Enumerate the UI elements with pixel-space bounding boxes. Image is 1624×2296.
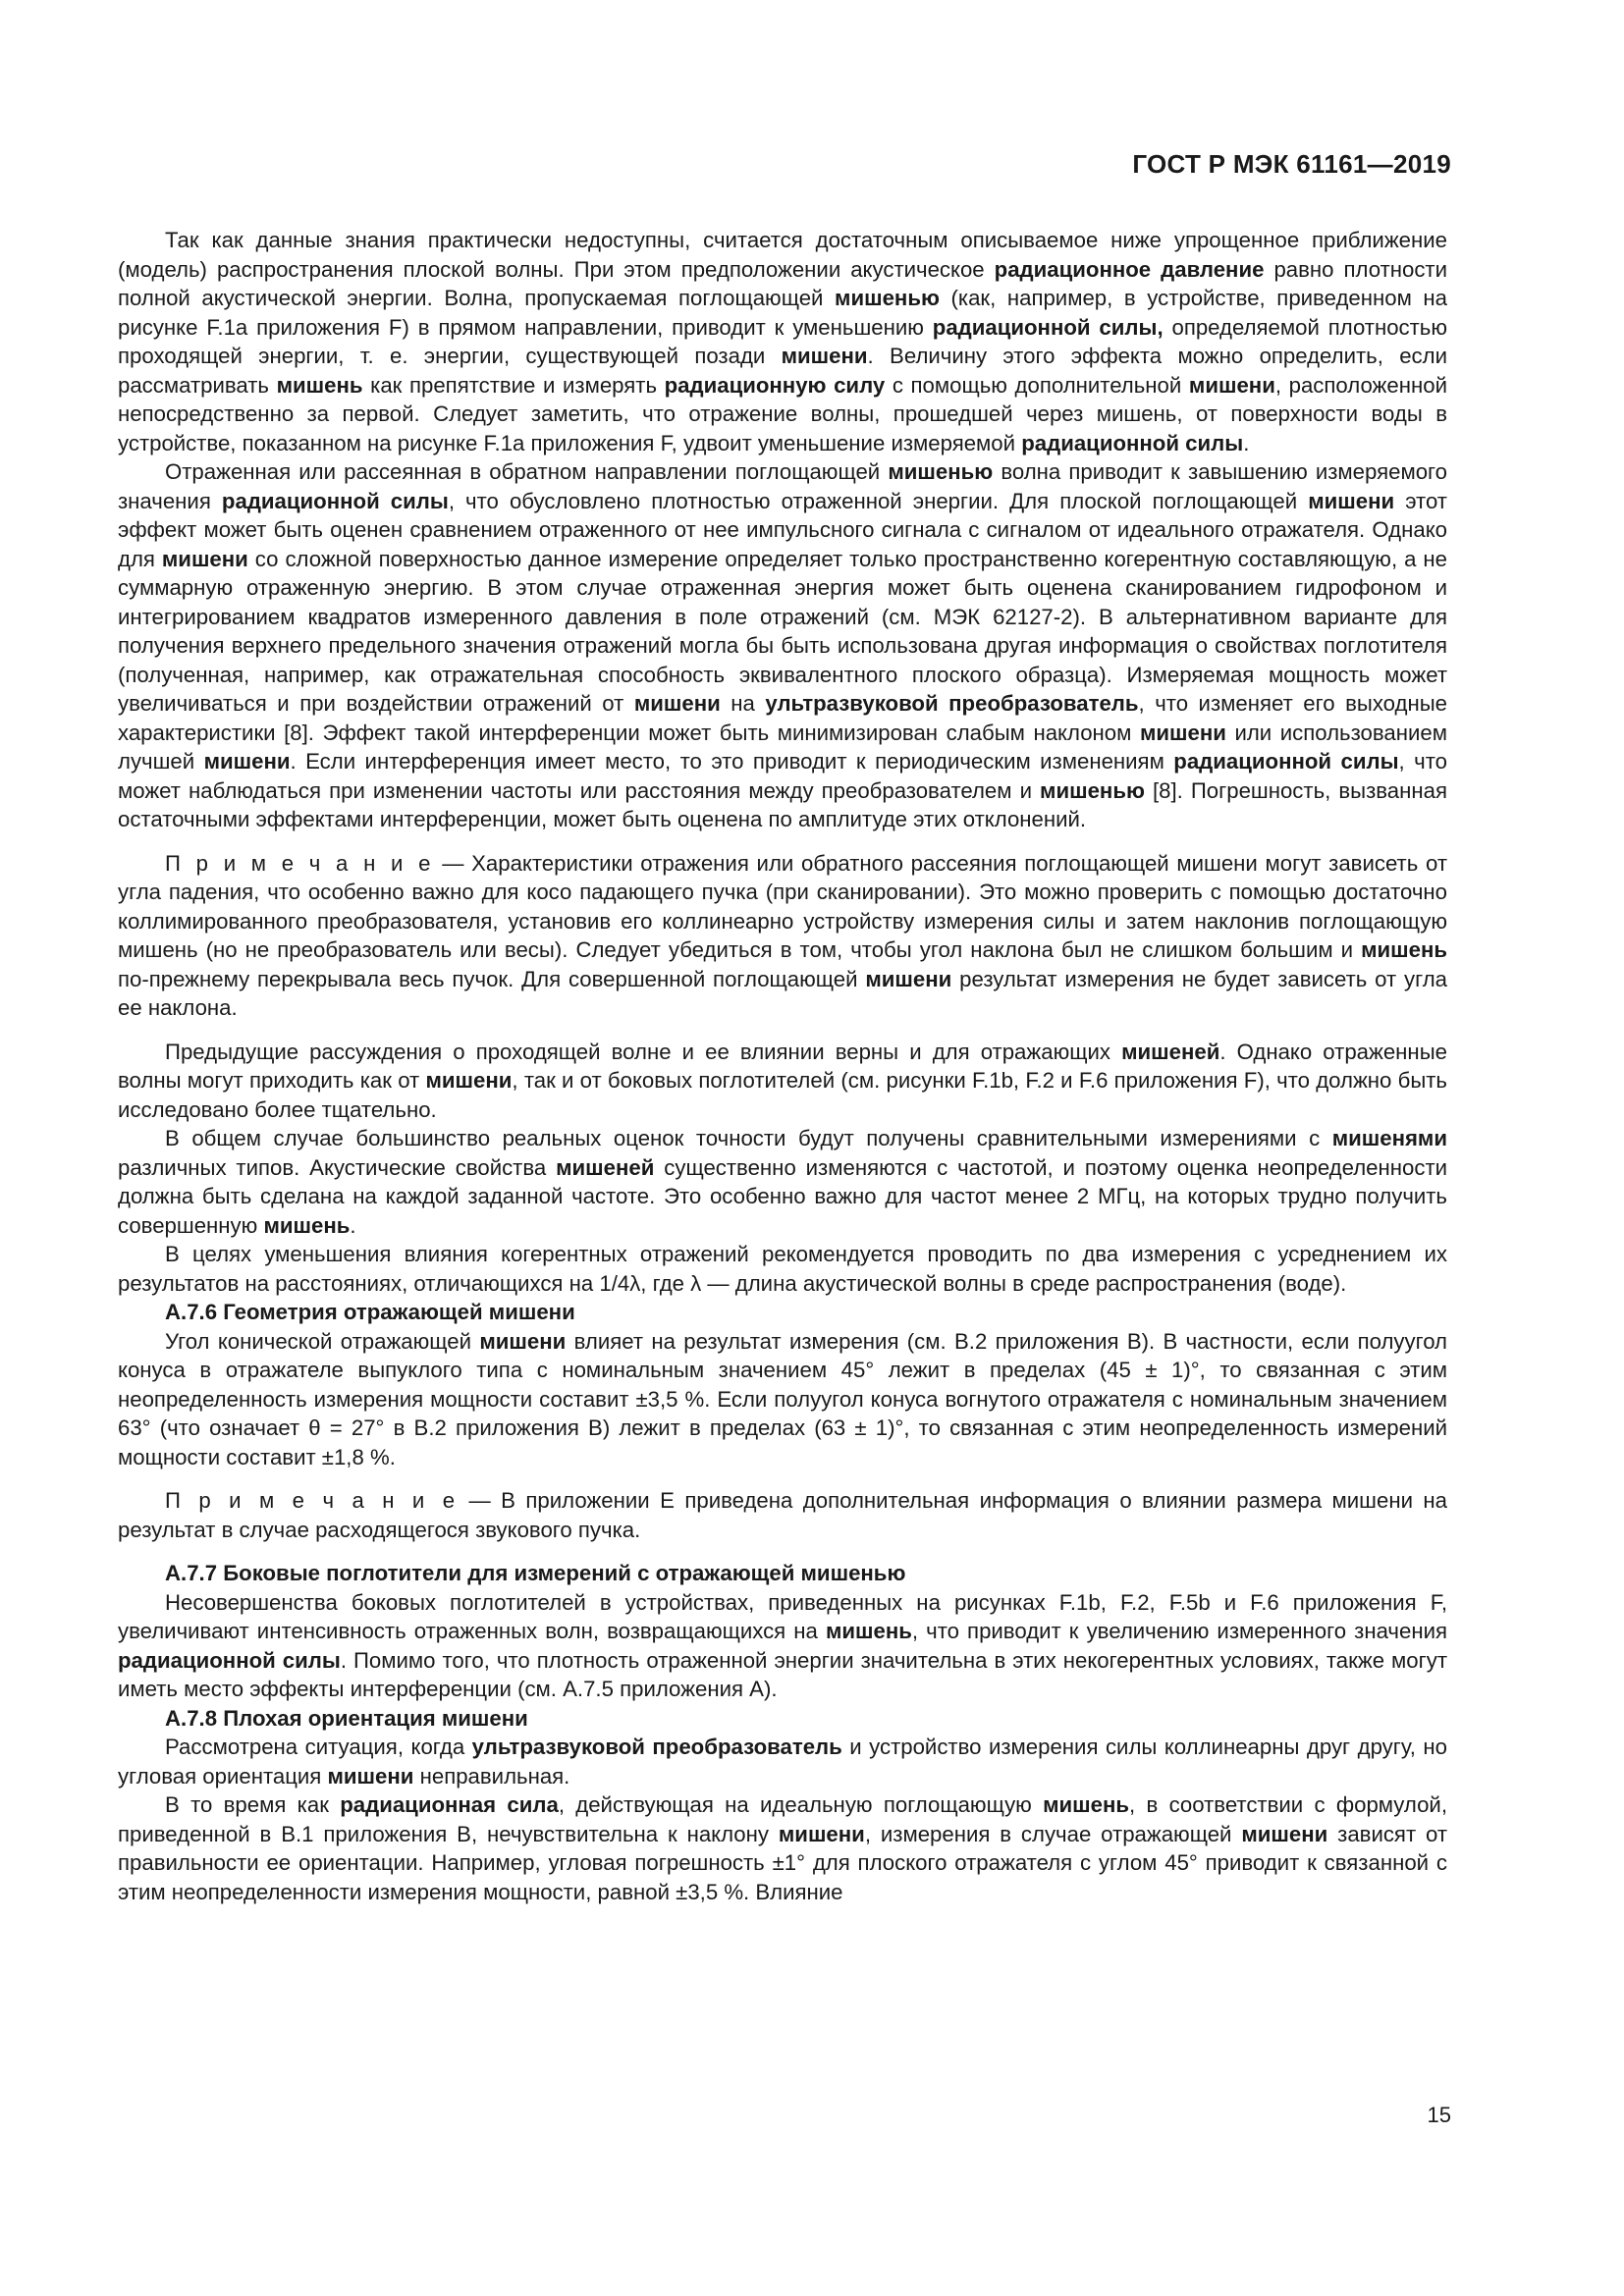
body-paragraph — [118, 1588, 1447, 1704]
bold-term: ультразвуковой преобразователь — [765, 691, 1139, 716]
bold-term: мишени — [425, 1068, 513, 1093]
text-run: или использованием лучшей — [118, 720, 1447, 774]
text-run: — Характеристики отражения или обратного рассеяния поглощающей мишени могут зависеть от угла падения, что особенно важно для косо падающего пучка (при сканировании). Это можно проверить с помощью достаточно коллимированного преобразователя, установив его коллинеарно устройству измерения силы и затем наклонив поглощающую мишень (но не преобразователь или весы). Следует убедиться в том, чтобы угол наклона был не слишком большим и — [118, 850, 1447, 962]
bold-term: мишень — [1361, 937, 1447, 962]
text-run: с помощью дополнительной — [885, 372, 1189, 398]
bold-term: ультразвуковой преобразователь — [471, 1735, 842, 1759]
bold-term: мишени — [327, 1763, 414, 1789]
text-run: Так как данные знания практически недоступны, считается достаточным описываемое ниже упрощенное приближение (модель) распространения плоской волны. При этом предположении акустическое — [118, 228, 1447, 282]
text-run: зависят от правильности ее ориентации. Например, угловая погрешность ±1° для плоского отражателя с углом 45° приводит к связанной с этим неопределенности измерения мощности, равной ±3,5 %. Влияние — [118, 1821, 1448, 1904]
text-run: Рассмотрена ситуация, когда — [165, 1735, 472, 1759]
note-paragraph — [118, 1486, 1447, 1544]
text-run: Несовершенства боковых поглотителей в устройствах, приведенных на рисунках F.1b, F.2, F.5b и F.6 приложения F, увеличивают интенсивность отраженных волн, возвращающихся на — [118, 1589, 1447, 1643]
bold-term: радиационное давление — [994, 256, 1265, 282]
bold-term: мишени — [161, 546, 248, 571]
text-run: влияет на результат измерения (см. В.2 приложения В). В частности, если полуугол конуса в отражателе выпуклого типа с номинальным значением 45° лежит в пределах (45 ± 1)°, то связанная с этим неопределенность измерения мощности составит ±3,5 %. Если полуугол конуса вогнутого отражателя с номинальным значением 63° (что означает θ = 27° в В.2 приложения В) лежит в пределах (63 ± 1)°, то связанная с этим неопределенность измерений мощности составит ±1,8 %. — [118, 1328, 1447, 1469]
text-run: как препятствие и измерять — [362, 372, 665, 398]
text-run: [8]. Погрешность, вызванная остаточными эффектами интерференции, может быть оценена по амплитуде этих отклонений. — [118, 777, 1447, 831]
bold-term: радиационной силы — [1173, 749, 1399, 774]
bold-term: мишени — [1241, 1821, 1328, 1846]
text-run: — В приложении Е приведена дополнительная информация о влиянии размера мишени на результат в случае расходящегося звукового пучка. — [118, 1488, 1447, 1542]
text-run: различных типов. Акустические свойства — [118, 1154, 557, 1180]
text-run: , что изменяет его выходные характеристики [8]. Эффект такой интерференции может быть минимизирован слабым наклоном — [118, 691, 1448, 745]
text-run: , что приводит к увеличению измеренного значения — [911, 1619, 1447, 1643]
text-run: , измерения в случае отражающей — [864, 1821, 1242, 1846]
bold-term: мишени — [1139, 720, 1226, 745]
text-run: равно плотности полной акустической энергии. Волна, пропускаемая поглощающей — [118, 256, 1447, 310]
bold-term: мишени — [865, 966, 952, 991]
bold-term: радиационной силы — [118, 1647, 341, 1673]
text-run: неправильная. — [413, 1763, 570, 1789]
text-run: В общем случае большинство реальных оценок точности будут получены сравнительными измерениями с — [165, 1126, 1332, 1150]
text-run: результат измерения не будет зависеть от угла ее наклона. — [118, 966, 1447, 1020]
body-paragraph — [118, 1790, 1447, 1906]
note-label: П р и м е ч а н и е — [165, 1488, 460, 1513]
text-run: В то время как — [165, 1792, 341, 1817]
bold-term: мишени — [479, 1328, 567, 1354]
bold-term: мишеней — [1121, 1039, 1220, 1064]
body-paragraph — [118, 457, 1447, 834]
bold-term: радиационную силу — [664, 372, 886, 398]
text-run: . Помимо того, что плотность отраженной энергии значительна в этих некогерентных условиях, также могут иметь место эффекты интерференции (см. А.7.5 приложения А). — [118, 1647, 1447, 1701]
bold-term: мишенью — [835, 286, 940, 310]
text-run: , что может наблюдаться при изменении частоты или расстояния между преобразователем и — [118, 749, 1447, 803]
text-run: , расположенной непосредственно за первой. Следует заметить, что отражение волны, прошедшей через мишень, от поверхности воды в устройстве, показанном на рисунке F.1а приложения F, удвоит уменьшение измеряемой — [118, 372, 1447, 455]
text-run: . Однако отраженные волны могут приходить как от — [118, 1039, 1447, 1093]
text-run: и устройство измерения силы коллинеарны друг другу, но угловая ориентация — [118, 1735, 1447, 1789]
body-paragraph — [118, 1240, 1447, 1298]
bold-term: радиационная сила — [340, 1792, 559, 1817]
text-run: , что обусловлено плотностью отраженной энергии. Для плоской поглощающей — [448, 488, 1309, 513]
standard-header: ГОСТ Р МЭК 61161—2019 — [1132, 149, 1451, 179]
body-paragraph — [118, 1327, 1447, 1472]
bold-term: мишеней — [556, 1154, 655, 1180]
bold-term: мишени — [633, 691, 721, 716]
text-run: со сложной поверхностью данное измерение определяет только пространственно когерентную составляющую, а не суммарную отраженную энергию. В этом случае отраженная энергия может быть оценена сканированием гидрофоном и интегрированием квадратов измеренного давления в поле отражений (см. МЭК 62127-2). В альтернативном варианте для получения верхнего предельного значения отражений могла бы быть использована другая информация о свойствах поглотителя (полученная, например, как отражательная способность эквивалентного плоского образца). Измеряемая мощность может увеличиваться и при воздействии отражений от — [118, 546, 1447, 716]
bold-term: радиационной силы — [221, 488, 449, 513]
bold-term: мишени — [1308, 488, 1395, 513]
text-run: . — [1243, 430, 1250, 455]
text-run: . Если интерференция имеет место, то это приводит к периодическим изменениям — [290, 749, 1174, 774]
bold-term: мишени — [778, 1821, 865, 1846]
note-paragraph — [118, 849, 1447, 1023]
text-run: Отраженная или рассеянная в обратном направлении поглощающей — [165, 459, 889, 484]
note-label: П р и м е ч а н и е — [165, 850, 435, 876]
text-run: , так и от боковых поглотителей (см. рисунки F.1b, F.2 и F.6 приложения F), что должно быть исследовано более тщательно. — [118, 1068, 1447, 1122]
section-heading-a77: А.7.7 Боковые поглотители для измерений с отражающей мишенью — [165, 1561, 906, 1585]
text-run: . — [350, 1212, 356, 1238]
text-run: , действующая на идеальную поглощающую — [558, 1792, 1044, 1817]
text-run: . Величину этого эффекта можно определить, если рассматривать — [118, 344, 1447, 398]
text-run: этот эффект может быть оценен сравнением отраженного от нее импульсного сигнала с сигналом от идеального отражателя. Однако для — [118, 488, 1447, 571]
bold-term: мишень — [1043, 1792, 1130, 1817]
bold-term: мишенью — [1040, 777, 1145, 803]
text-run: В целях уменьшения влияния когерентных отражений рекомендуется проводить по два измерения с усреднением их результатов на расстояниях, отличающихся на 1/4λ, где λ — длина акустической волны в среде распространения (воде). — [118, 1242, 1447, 1296]
body-paragraph — [118, 1733, 1447, 1790]
bold-term: радиационной силы — [1021, 430, 1244, 455]
text-run: на — [720, 691, 766, 716]
bold-term: мишень — [263, 1212, 351, 1238]
bold-term: мишени — [781, 344, 868, 368]
bold-term: мишени — [1188, 372, 1275, 398]
body-paragraph — [118, 226, 1447, 457]
section-heading-a76: А.7.6 Геометрия отражающей мишени — [165, 1300, 575, 1324]
text-run: по-прежнему перекрывала весь пучок. Для совершенной поглощающей — [118, 966, 866, 991]
text-run: Угол конической отражающей — [165, 1328, 480, 1354]
bold-term: мишени — [203, 749, 291, 774]
section-heading-a78: А.7.8 Плохая ориентация мишени — [165, 1705, 528, 1731]
bold-term: мишень — [825, 1619, 912, 1643]
bold-term: радиационной силы, — [932, 314, 1164, 340]
bold-term: мишенью — [888, 459, 994, 484]
body-paragraph — [118, 1038, 1447, 1125]
text-run: , в соответствии с формулой, приведенной в В.1 приложения В, нечувствительна к наклону — [118, 1792, 1447, 1846]
body-paragraph — [118, 1124, 1447, 1240]
text-run: (как, например, в устройстве, приведенном на рисунке F.1а приложения F) в прямом направлении, приводит к уменьшению — [118, 286, 1448, 340]
page-number: 15 — [1427, 2103, 1451, 2127]
document-body — [118, 226, 1447, 1906]
bold-term: мишенями — [1331, 1126, 1447, 1150]
text-run: волна приводит к завышению измеряемого значения — [118, 459, 1447, 513]
text-run: Предыдущие рассуждения о проходящей волне и ее влиянии верны и для отражающих — [165, 1039, 1122, 1064]
bold-term: мишень — [276, 372, 363, 398]
text-run: существенно изменяются с частотой, и поэтому оценка неопределенности должна быть сделана на каждой заданной частоте. Это особенно важно для частот менее 2 МГц, на которых трудно получить совершенную — [118, 1154, 1448, 1238]
text-run: определяемой плотностью проходящей энергии, т. е. энергии, существующей позади — [118, 314, 1448, 368]
